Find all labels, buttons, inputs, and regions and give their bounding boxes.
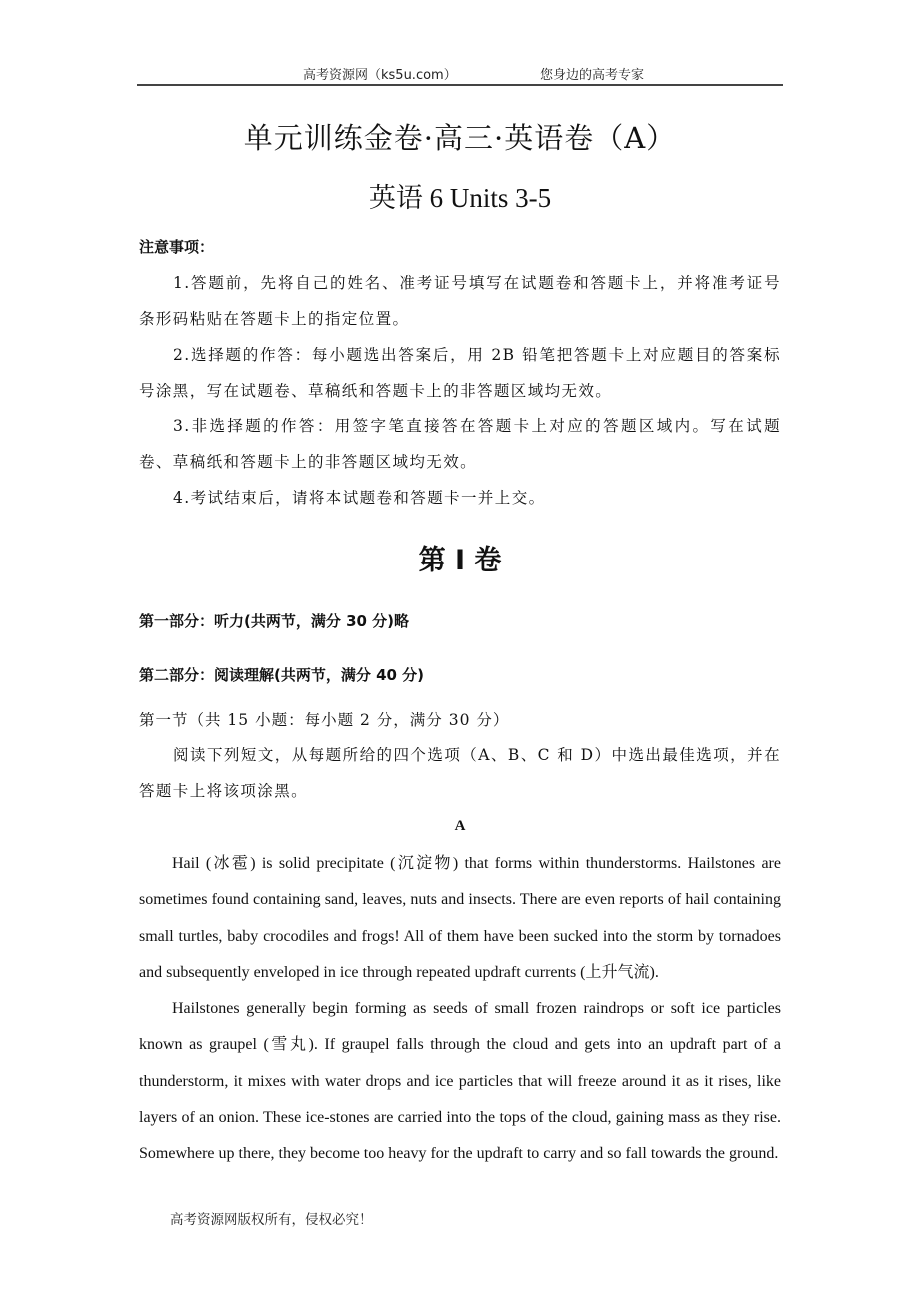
part-two-heading: 第二部分：阅读理解(共两节，满分 40 分) xyxy=(139,666,425,684)
instruction-text: 阅读下列短文，从每题所给的四个选项（A、B、C 和 D）中选出最佳选项，并在答题卡上将该项涂黑。 xyxy=(139,746,781,800)
header-slogan: 您身边的高考专家 xyxy=(540,68,645,83)
notice-item-3 xyxy=(139,408,781,480)
paragraph-text: Hail (冰雹) is solid precipitate (沉淀物) that forms within thunderstorms. Hailstones are sometimes found containing sand, leaves, nuts and insects. There are even reports of hail containing small turtles, baby crocodiles and frogs! All of them have been sucked into the storm by tornadoes and subsequently enveloped in ice through repeated updraft currents (上升气流). xyxy=(139,855,781,981)
notice-item-1 xyxy=(139,265,781,337)
part-one-heading: 第一部分：听力(共两节，满分 30 分)略 xyxy=(139,612,410,630)
page-title: 单元训练金卷·高三·英语卷（A） xyxy=(243,121,677,155)
notice-item-text: 2.选择题的作答：每小题选出答案后，用 2B 铅笔把答题卡上对应题目的答案标号涂黑，写在试题卷、草稿纸和答题卡上的非答题区域均无效。 xyxy=(139,346,781,400)
notice-item-text: 1.答题前，先将自己的姓名、准考证号填写在试题卷和答题卡上，并将准考证号条形码粘贴在答题卡上的指定位置。 xyxy=(139,274,781,328)
passage-label: A xyxy=(454,818,466,834)
notice-item-text: 3.非选择题的作答：用签字笔直接答在答题卡上对应的答题区域内。写在试题卷、草稿纸和答题卡上的非答题区域均无效。 xyxy=(139,417,781,471)
volume-title: 第 I 卷 xyxy=(418,545,502,576)
section-instruction xyxy=(139,737,781,809)
paragraph-text: Hailstones generally begin forming as seeds of small frozen raindrops or soft ice particles known as graupel (雪丸). If graupel falls through the cloud and gets into an updraft part of a thunderstorm, it mixes with water drops and ice particles that will freeze around it as it rises, like layers of an onion. These ice-stones are carried into the tops of the cloud, gaining mass as they rise. Somewhere up there, they become too heavy for the updraft to carry and so fall towards the ground. xyxy=(139,1000,781,1163)
copyright-footer: 高考资源网版权所有，侵权必究！ xyxy=(170,1212,373,1228)
section-heading: 第一节（共 15 小题：每小题 2 分，满分 30 分） xyxy=(139,711,510,729)
header-site-name: 高考资源网（ks5u.com） xyxy=(303,68,457,83)
notice-item-text: 4.考试结束后，请将本试题卷和答题卡一并上交。 xyxy=(173,489,546,507)
notice-item-2 xyxy=(139,337,781,409)
header-divider xyxy=(137,84,783,86)
notice-heading: 注意事项： xyxy=(139,238,215,256)
page-subtitle: 英语 6 Units 3-5 xyxy=(368,183,552,213)
notice-item-4 xyxy=(139,480,781,516)
passage-paragraph-2 xyxy=(139,991,781,1172)
passage-paragraph-1 xyxy=(139,846,781,991)
